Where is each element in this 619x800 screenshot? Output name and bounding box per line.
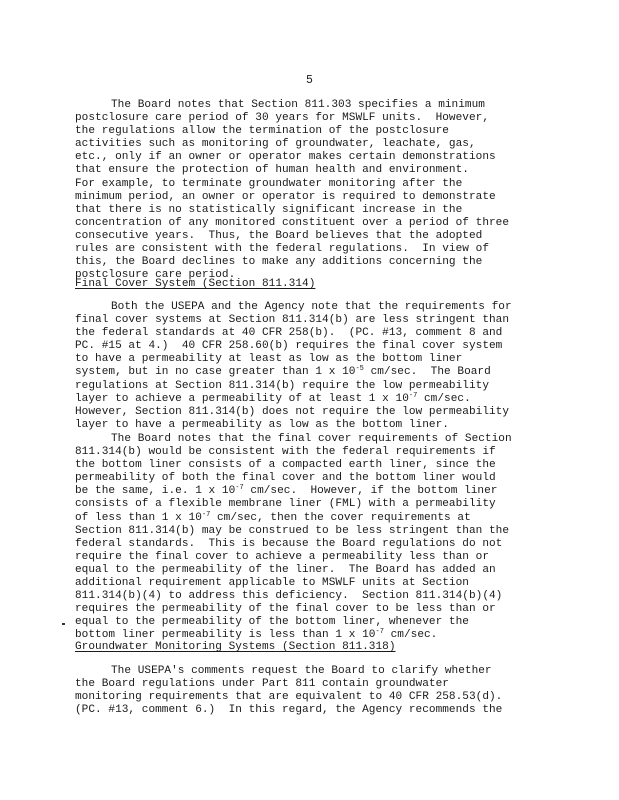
text-segment: bottom liner permeability is less than 1 x 10 bbox=[75, 629, 376, 642]
text-segment: layer to achieve a permeability of at least 1 x 10 bbox=[75, 392, 409, 405]
text-line: requires the permeability of the final cover to be less than or bbox=[75, 603, 496, 616]
section-heading-final-cover bbox=[75, 278, 555, 291]
text-segment: cm/sec. However, if the bottom liner bbox=[243, 485, 498, 498]
paragraph-cover-requirements bbox=[75, 433, 555, 643]
text-line: the regulations allow the termination of the postclosure bbox=[75, 125, 449, 138]
text-line: that there is no statistically significant increase in the bbox=[75, 203, 463, 216]
text-line: Section 811.314(b) may be construed to be less stringent than the bbox=[75, 524, 510, 537]
text-line: final cover systems at Section 811.314(b) are less stringent than bbox=[75, 314, 510, 327]
text-line: minimum period, an owner or operator is required to demonstrate bbox=[75, 190, 496, 203]
text-segment: system, but in no case greater than 1 x 10 bbox=[75, 366, 356, 379]
text-line: The Board notes that Section 811.303 specifies a minimum bbox=[111, 99, 485, 111]
text-line: 811.314(b) would be consistent with the federal requirements if bbox=[75, 446, 496, 459]
text-line: federal standards. This is because the Board regulations do not bbox=[75, 537, 503, 550]
exponent: -7 bbox=[375, 628, 384, 637]
page-number: 5 bbox=[306, 74, 313, 87]
paragraph-final-cover bbox=[75, 301, 555, 432]
text-line-with-exponent bbox=[75, 485, 555, 498]
text-line: rules are consistent with the federal regulations. In view of bbox=[75, 243, 489, 256]
section-heading: Groundwater Monitoring Systems (Section 811.318) bbox=[75, 641, 396, 653]
text-segment: cm/sec. The Board bbox=[363, 366, 491, 379]
text-line: PC. #15 at 4.) 40 CFR 258.60(b) requires the final cover system bbox=[75, 340, 503, 353]
text-line: require the final cover to achieve a permeability less than or bbox=[75, 550, 489, 563]
text-line: regulations at Section 811.314(b) require the low permeability bbox=[75, 379, 489, 392]
text-segment: cm/sec. bbox=[417, 392, 471, 405]
text-line: etc., only if an owner or operator makes certain demonstrations bbox=[75, 151, 496, 164]
text-segment: cm/sec. bbox=[383, 629, 438, 642]
text-line-with-exponent bbox=[75, 366, 555, 379]
paragraph-postclosure bbox=[75, 99, 555, 282]
text-segment: cm/sec, then the cover requirements at bbox=[210, 511, 471, 524]
text-line: activities such as monitoring of groundwater, leachate, gas, bbox=[75, 138, 476, 151]
text-line: However, Section 811.314(b) does not require the low permeability bbox=[75, 405, 510, 418]
text-line: consists of a flexible membrane liner (FML) with a permeability bbox=[75, 498, 496, 511]
exponent: -7 bbox=[235, 484, 244, 493]
text-line: the Board regulations under Part 811 contain groundwater bbox=[75, 678, 449, 691]
text-line: the bottom liner consists of a compacted earth liner, since the bbox=[75, 459, 496, 472]
text-line: postclosure care period of 30 years for MSWLF units. However, bbox=[75, 112, 489, 125]
section-heading: Final Cover System (Section 811.314) bbox=[75, 278, 316, 290]
text-line: to have a permeability at least as low as the bottom liner bbox=[75, 353, 463, 366]
text-segment: be the same, i.e. 1 x 10 bbox=[75, 485, 236, 498]
exponent: -7 bbox=[201, 510, 211, 519]
text-line: additional requirement applicable to MSWLF units at Section bbox=[75, 577, 469, 590]
text-line-with-exponent bbox=[75, 393, 555, 406]
text-line: 811.314(b)(4) to address this deficiency. Section 811.314(b)(4) bbox=[75, 590, 503, 603]
text-line: the federal standards at 40 CFR 258(b). (PC. #13, comment 8 and bbox=[75, 327, 503, 340]
text-line: (PC. #13, comment 6.) In this regard, the Agency recommends the bbox=[75, 704, 503, 717]
text-line: concentration of any monitored constituent over a period of three bbox=[75, 216, 510, 229]
text-line: The Board notes that the final cover requirements of Section bbox=[111, 433, 512, 445]
text-line: equal to the permeability of the liner. The Board has added an bbox=[75, 563, 496, 576]
text-line: that ensure the protection of human health and environment. bbox=[75, 164, 469, 177]
exponent: -7 bbox=[408, 391, 418, 400]
text-line-with-exponent bbox=[75, 512, 555, 525]
text-line: permeability of both the final cover and the bottom liner would bbox=[75, 472, 496, 485]
paragraph-groundwater bbox=[75, 665, 555, 717]
text-line: consecutive years. Thus, the Board believes that the adopted bbox=[75, 229, 483, 242]
text-line: The USEPA's comments request the Board to clarify whether bbox=[111, 665, 492, 677]
section-heading-groundwater bbox=[75, 641, 555, 654]
text-segment: of less than 1 x 10 bbox=[75, 511, 202, 524]
margin-mark bbox=[62, 623, 65, 625]
text-line: equal to the permeability of the bottom liner, whenever the bbox=[75, 616, 469, 629]
text-line: layer to have a permeability as low as the bottom liner. bbox=[75, 418, 449, 431]
text-line: For example, to terminate groundwater monitoring after the bbox=[75, 177, 463, 190]
exponent: -5 bbox=[355, 365, 364, 374]
text-line: postclosure care period. bbox=[75, 269, 236, 282]
text-line: monitoring requirements that are equivalent to 40 CFR 258.53(d). bbox=[75, 691, 503, 704]
text-line: this, the Board declines to make any additions concerning the bbox=[75, 256, 483, 269]
text-line: Both the USEPA and the Agency note that the requirements for bbox=[111, 301, 512, 313]
